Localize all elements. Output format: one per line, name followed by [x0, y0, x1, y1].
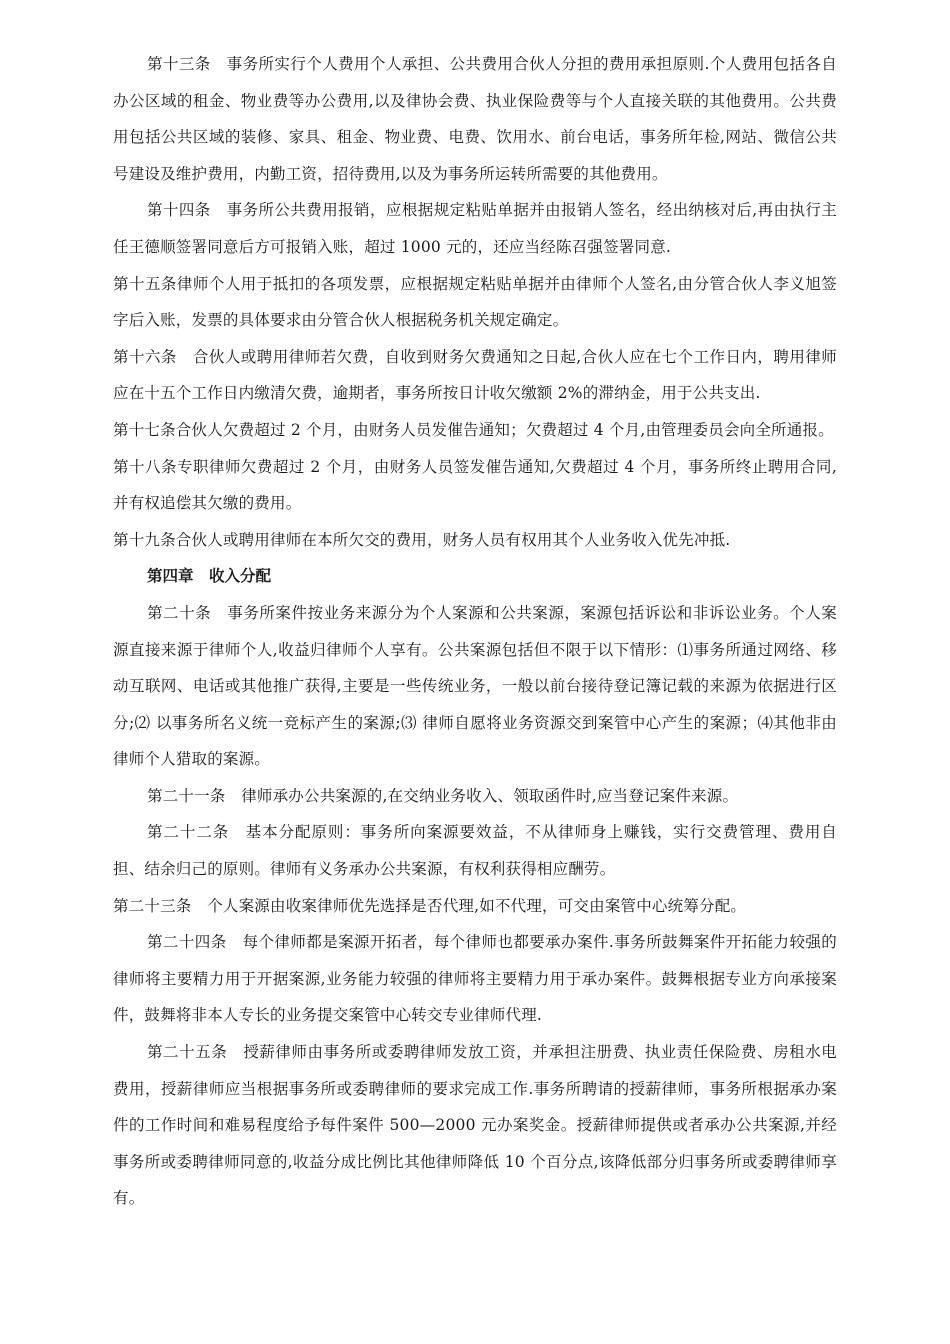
article-20: 第二十条 事务所案件按业务来源分为个人案源和公共案源，案源包括诉讼和非诉讼业务。个人案源直接来源于律师个人,收益归律师个人享有。公共案源包括但不限于以下情形：⑴事务所通过网络、移动互联网、电话或其他推广获得,主要是一些传统业务，一般以前台接待登记簿记载的来源为依据进行区分;⑵ 以事务所名义统一竞标产生的案源;⑶ 律师自愿将业务资源交到案管中心产生的案源；⑷其他非由律师个人猎取的案源。 — [113, 603, 837, 769]
article-21: 第二十一条 律师承办公共案源的,在交纳业务收入、领取函件时,应当登记案件来源。 — [147, 786, 739, 805]
chapter-heading: 第四章 收入分配 — [147, 567, 272, 586]
article-16: 第十六条 合伙人或聘用律师若欠费，自收到财务欠费通知之日起,合伙人应在七个工作日内，聘用律师应在十五个工作日内缴清欠费，逾期者，事务所按日计收欠缴额 2%的滞纳金，用于公共支出. — [113, 347, 837, 403]
article-19: 第十九条合伙人或聘用律师在本所欠交的费用，财务人员有权用其个人业务收入优先冲抵. — [113, 530, 731, 549]
article-24: 第二十四条 每个律师都是案源开拓者，每个律师也都要承办案件.事务所鼓舞案件开拓能力较强的律师将主要精力用于开据案源,业务能力较强的律师将主要精力用于承办案件。鼓舞根据专业方向承接案件，鼓舞将非本人专长的业务提交案管中心转交专业律师代理. — [113, 933, 837, 1025]
article-23: 第二十三条 个人案源由收案律师优先选择是否代理,如不代理，可交由案管中心统筹分配。 — [113, 896, 747, 915]
article-18: 第十八条专职律师欠费超过 2 个月，由财务人员签发催告通知,欠费超过 4 个月，事务所终止聘用合同,并有权追偿其欠缴的费用。 — [113, 457, 837, 513]
article-14: 第十四条 事务所公共费用报销，应根据规定粘贴单据并由报销人签名，经出纳核对后,再由执行主任王德顺签署同意后方可报销入账，超过 1000 元的，还应当经陈召强签署同意. — [113, 201, 837, 256]
article-15: 第十五条律师个人用于抵扣的各项发票，应根据规定粘贴单据并由律师个人签名,由分管合伙人李义旭签字后入账，发票的具体要求由分管合伙人根据税务机关规定确定。 — [113, 274, 837, 330]
article-25: 第二十五条 授薪律师由事务所或委聘律师发放工资，并承担注册费、执业责任保险费、房租水电费用，授薪律师应当根据事务所或委聘律师的要求完成工作.事务所聘请的授薪律师，事务所根据承办案件的工作时间和难易程度给予每件案件 500—2000 元办案奖金。授薪律师提供或者承办公共案源,并经事务所或委聘律师同意的,收益分成比例比其他律师降低 10 个百分点,该降低部分归事务所或委聘律师享有。 — [113, 1043, 837, 1208]
article-22: 第二十二条 基本分配原则：事务所向案源要效益，不从律师身上赚钱，实行交费管理、费用自担、结余归己的原则。律师有义务承办公共案源，有权利获得相应酬劳。 — [113, 823, 837, 879]
document-page — [113, 46, 837, 1217]
article-17: 第十七条合伙人欠费超过 2 个月，由财务人员发催告通知；欠费超过 4 个月,由管理委员会向全所通报。 — [113, 420, 834, 439]
article-13: 第十三条 事务所实行个人费用个人承担、公共费用合伙人分担的费用承担原则.个人费用包括各自办公区域的租金、物业费等办公费用,以及律协会费、执业保险费等与个人直接关联的其他费用。公共费用包括公共区域的装修、家具、租金、物业费、电费、饮用水、前台电话，事务所年检,网站、微信公共号建设及维护费用，内勤工资，招待费用,以及为事务所运转所需要的其他费用。 — [113, 55, 837, 183]
